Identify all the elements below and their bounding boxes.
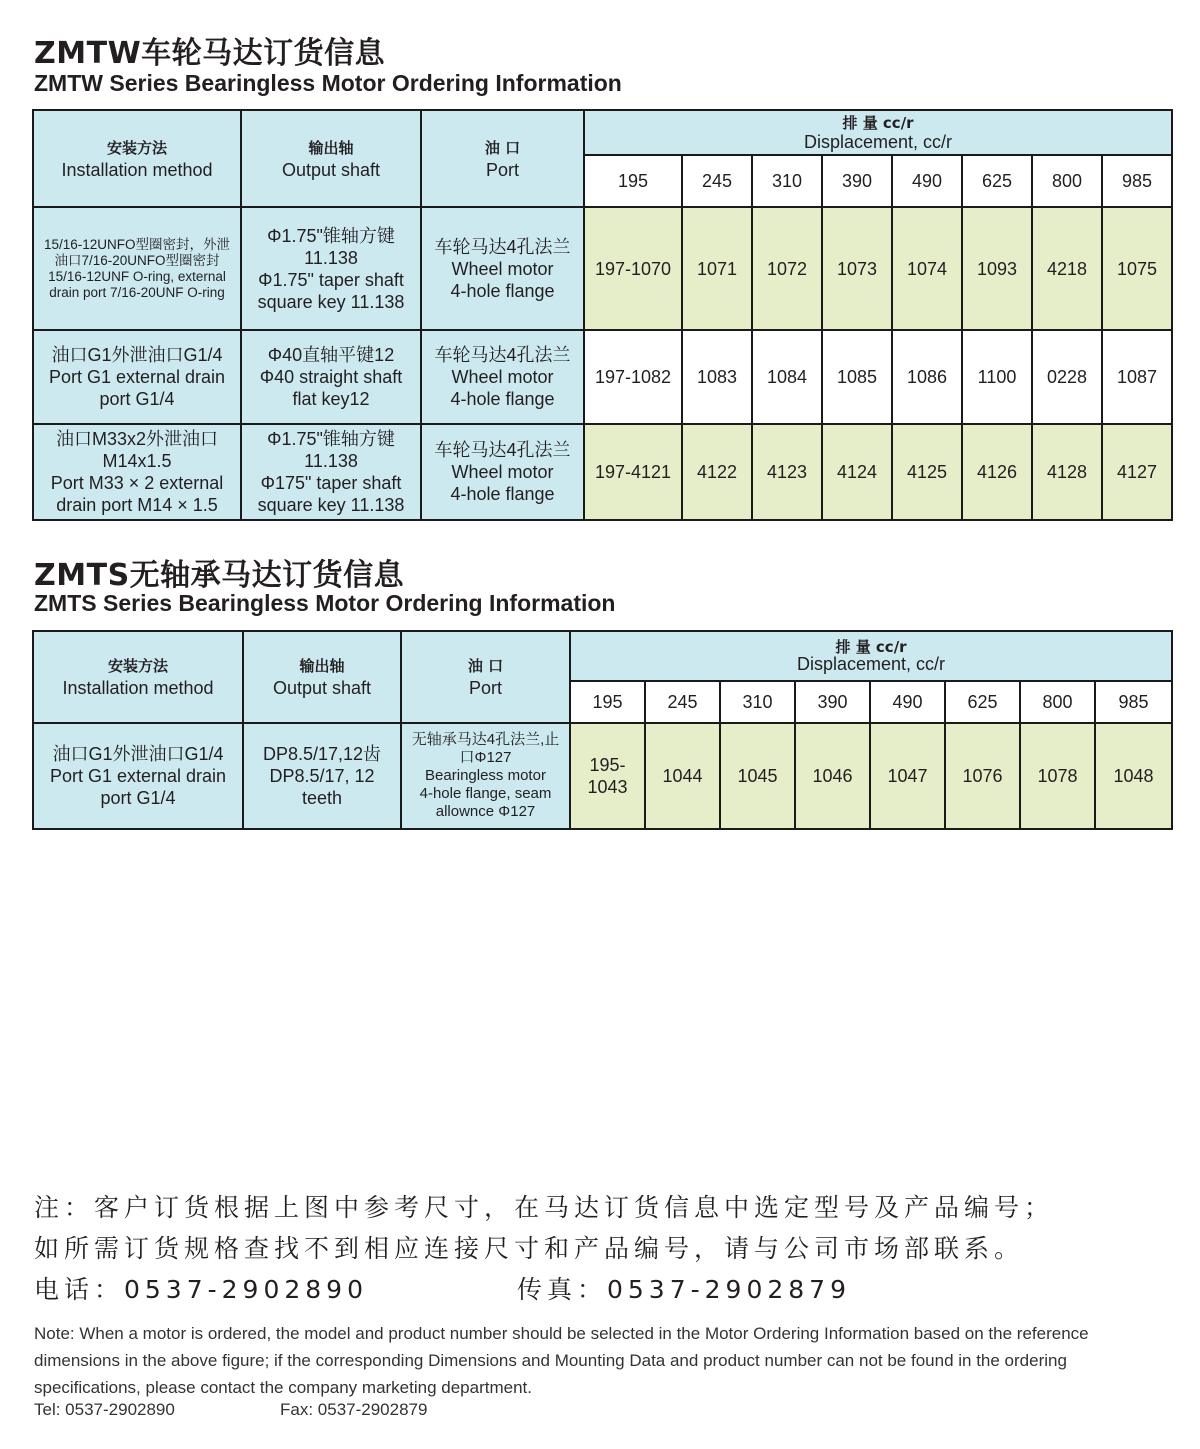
product-code: 4218	[1032, 207, 1102, 330]
product-code: 1093	[962, 207, 1032, 330]
note-cn-fax: 传真：0537-2902879	[517, 1275, 851, 1304]
install-cell: 15/16-12UNFO型圈密封，外泄 油口7/16-20UNFO型圈密封 15/16-12UNF O-ring, external drain port 7/16-20UNF O-ring	[33, 207, 241, 330]
zmtw-header-displacement: 排 量 cc/r Displacement, cc/r	[584, 110, 1172, 155]
port-cell: 无轴承马达4孔法兰,止 口Φ127 Bearingless motor 4-hole flange, seam allownce Φ127	[401, 723, 570, 829]
product-code: 1044	[645, 723, 720, 829]
zmtw-header-row	[33, 110, 1172, 155]
product-code: 1046	[795, 723, 870, 829]
disp-value: 245	[682, 155, 752, 207]
zmts-ordering-table	[32, 630, 1173, 830]
zmtw-row-2	[33, 330, 1172, 424]
disp-value: 245	[645, 681, 720, 723]
product-code: 1076	[945, 723, 1020, 829]
product-code: 1047	[870, 723, 945, 829]
zmtw-title-en: ZMTW Series Bearingless Motor Ordering Information	[34, 70, 622, 96]
disp-value: 985	[1095, 681, 1172, 723]
product-code: 4122	[682, 424, 752, 520]
shaft-cell: DP8.5/17,12齿 DP8.5/17, 12 teeth	[243, 723, 401, 829]
zmtw-header-port: 油 口 Port	[421, 110, 584, 207]
disp-value: 310	[752, 155, 822, 207]
product-code: 4128	[1032, 424, 1102, 520]
zmtw-row-1	[33, 207, 1172, 330]
product-code: 4125	[892, 424, 962, 520]
zmtw-header-shaft: 输出轴 Output shaft	[241, 110, 421, 207]
product-code: 195- 1043	[570, 723, 645, 829]
disp-value: 490	[870, 681, 945, 723]
zmts-header-row	[33, 631, 1172, 681]
note-en-paragraph: Note: When a motor is ordered, the model and product number should be selected in the Motor Ordering Information based on the reference dimensions in the above figure; if the corresponding Dimensions and Mounting Data and product number can not be found in the ordering specifications, please contact the company marketing department.	[34, 1324, 1089, 1397]
shaft-cell: Φ1.75"锥轴方键 11.138 Φ1.75" taper shaft square key 11.138	[241, 207, 421, 330]
disp-value: 195	[584, 155, 682, 207]
product-code: 0228	[1032, 330, 1102, 424]
port-cell: 车轮马达4孔法兰 Wheel motor 4-hole flange	[421, 207, 584, 330]
product-code: 4123	[752, 424, 822, 520]
install-cell: 油口G1外泄油口G1/4 Port G1 external drain port G1/4	[33, 723, 243, 829]
product-code: 1075	[1102, 207, 1172, 330]
zmts-row-1	[33, 723, 1172, 829]
product-code: 1073	[822, 207, 892, 330]
zmts-header-shaft: 输出轴 Output shaft	[243, 631, 401, 723]
product-code: 197-4121	[584, 424, 682, 520]
zmts-title-en: ZMTS Series Bearingless Motor Ordering Information	[34, 590, 616, 616]
note-en-fax: Fax: 0537-2902879	[280, 1400, 428, 1419]
product-code: 1087	[1102, 330, 1172, 424]
disp-value: 390	[795, 681, 870, 723]
product-code: 4126	[962, 424, 1032, 520]
product-code: 1071	[682, 207, 752, 330]
disp-value: 800	[1020, 681, 1095, 723]
zmtw-header-install: 安装方法 Installation method	[33, 110, 241, 207]
disp-value: 625	[962, 155, 1032, 207]
disp-value: 390	[822, 155, 892, 207]
product-code: 1085	[822, 330, 892, 424]
note-en-tel: Tel: 0537-2902890	[34, 1400, 175, 1419]
disp-value: 310	[720, 681, 795, 723]
product-code: 1045	[720, 723, 795, 829]
zmts-header-install: 安装方法 Installation method	[33, 631, 243, 723]
product-code: 1100	[962, 330, 1032, 424]
product-code: 1048	[1095, 723, 1172, 829]
shaft-cell: Φ1.75"锥轴方键 11.138 Φ175" taper shaft square key 11.138	[241, 424, 421, 520]
port-cell: 车轮马达4孔法兰 Wheel motor 4-hole flange	[421, 330, 584, 424]
product-code: 1086	[892, 330, 962, 424]
disp-value: 490	[892, 155, 962, 207]
disp-value: 195	[570, 681, 645, 723]
note-cn-line2: 如所需订货规格查找不到相应连接尺寸和产品编号，请与公司市场部联系。	[34, 1234, 1025, 1263]
zmtw-ordering-table	[32, 109, 1173, 521]
product-code: 1083	[682, 330, 752, 424]
shaft-cell: Φ40直轴平键12 Φ40 straight shaft flat key12	[241, 330, 421, 424]
install-cell: 油口G1外泄油口G1/4 Port G1 external drain port G1/4	[33, 330, 241, 424]
product-code: 1078	[1020, 723, 1095, 829]
product-code: 197-1082	[584, 330, 682, 424]
disp-value: 985	[1102, 155, 1172, 207]
disp-value: 800	[1032, 155, 1102, 207]
product-code: 1074	[892, 207, 962, 330]
port-cell: 车轮马达4孔法兰 Wheel motor 4-hole flange	[421, 424, 584, 520]
note-cn-tel: 电话：0537-2902890	[34, 1275, 368, 1304]
disp-value: 625	[945, 681, 1020, 723]
zmts-title-cn: ZMTS无轴承马达订货信息	[34, 558, 405, 593]
zmtw-title-cn: ZMTW车轮马达订货信息	[34, 36, 386, 71]
zmts-header-displacement: 排 量 cc/r Displacement, cc/r	[570, 631, 1172, 681]
zmtw-row-3	[33, 424, 1172, 520]
note-cn-line1: 注：客户订货根据上图中参考尺寸，在马达订货信息中选定型号及产品编号；	[34, 1193, 1055, 1222]
zmts-header-port: 油 口 Port	[401, 631, 570, 723]
install-cell: 油口M33x2外泄油口 M14x1.5 Port M33 × 2 external drain port M14 × 1.5	[33, 424, 241, 520]
product-code: 197-1070	[584, 207, 682, 330]
product-code: 4124	[822, 424, 892, 520]
product-code: 1072	[752, 207, 822, 330]
product-code: 1084	[752, 330, 822, 424]
product-code: 4127	[1102, 424, 1172, 520]
